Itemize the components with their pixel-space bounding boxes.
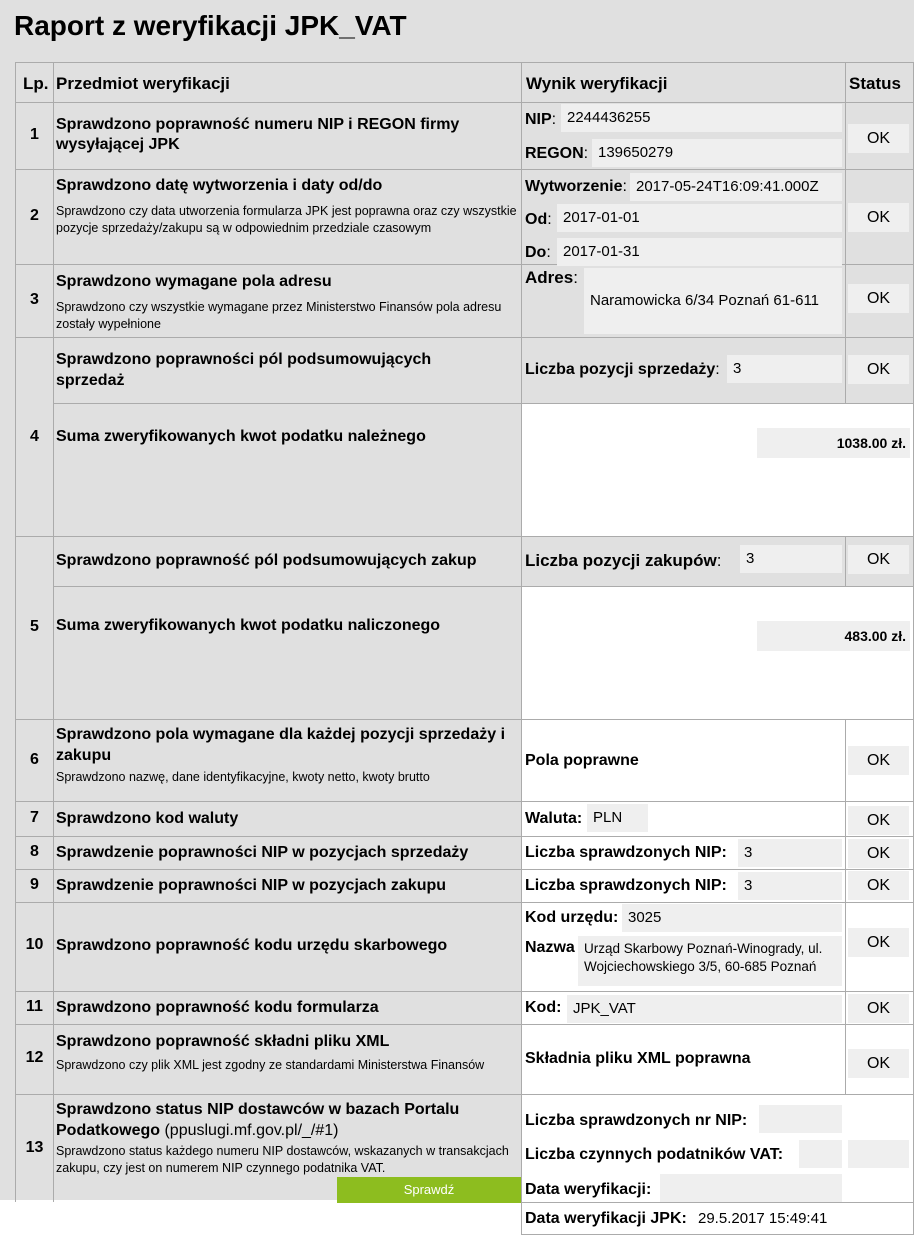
status-ok: OK	[848, 928, 909, 957]
sum-cell-purchases	[521, 586, 914, 719]
address-label: Adres:	[525, 268, 578, 287]
row-number: 10	[25, 936, 44, 953]
row-description: Sprawdzono nazwę, dane identyfikacyjne, kwoty netto, kwoty brutto	[56, 770, 430, 784]
sum-title: Suma zweryfikowanych kwot podatku należnego	[56, 428, 426, 445]
row-number: 7	[30, 809, 39, 826]
office-name-label: Nazwa	[525, 939, 575, 956]
row-title: Sprawdzono pola wymagane dla każdej pozycji sprzedaży i zakupu	[56, 726, 506, 764]
sum-value: 483.00 zł.	[757, 621, 910, 651]
checked-nip-field	[759, 1105, 842, 1133]
currency-field: PLN	[587, 804, 648, 832]
status-ok: OK	[848, 806, 909, 835]
from-field: 2017-01-01	[557, 204, 842, 232]
row-description: Sprawdzono czy wszystkie wymagane przez Ministerstwo Finansów pola adresu zostały wypełnione	[56, 300, 502, 331]
status-ok: OK	[848, 284, 909, 313]
row-number: 13	[25, 1139, 44, 1156]
jpk-date-label: Data weryfikacji JPK:	[525, 1210, 687, 1227]
header-lp: Lp.	[23, 74, 49, 93]
purchase-nip-field: 3	[738, 872, 842, 900]
nip-field: 2244436255	[561, 104, 842, 132]
row-title: Sprawdzono poprawność pól podsumowujących zakup	[56, 552, 477, 569]
from-label: Od:	[525, 211, 552, 228]
verification-date-field	[660, 1174, 842, 1202]
form-code-label: Kod:	[525, 999, 562, 1016]
row-title: Sprawdzono kod waluty	[56, 810, 239, 827]
row-number: 12	[25, 1049, 44, 1066]
active-vat-label: Liczba czynnych podatników VAT:	[525, 1146, 784, 1163]
row-title	[56, 1099, 496, 1141]
status-ok: OK	[848, 994, 909, 1023]
checked-nip-label: Liczba sprawdzonych nr NIP:	[525, 1112, 748, 1129]
status-ok: OK	[848, 203, 909, 232]
row-number: 9	[30, 876, 39, 893]
sales-nip-label: Liczba sprawdzonych NIP:	[525, 844, 727, 861]
status-ok: OK	[848, 545, 909, 574]
row-description: Sprawdzono czy data utworzenia formularza JPK jest poprawna oraz czy wszystkie pozycje sprzedaży/zakupu są w odpowiednim przedziale czasowym	[56, 204, 517, 235]
result-text: Składnia pliku XML poprawna	[525, 1050, 751, 1067]
to-field: 2017-01-31	[557, 238, 842, 266]
nip-label: NIP:	[525, 111, 557, 128]
status-ok: OK	[848, 1049, 909, 1078]
created-label: Wytworzenie:	[525, 178, 627, 195]
regon-field: 139650279	[592, 139, 842, 167]
row-number: 8	[30, 843, 39, 860]
row-title: Sprawdzono poprawność składni pliku XML	[56, 1033, 390, 1050]
row-number: 3	[30, 291, 39, 308]
row-number: 5	[30, 618, 39, 635]
portal-link[interactable]: (ppuslugi.mf.gov.pl/_/#1)	[164, 1122, 339, 1139]
address-field: Naramowicka 6/34 Poznań 61-611	[584, 268, 842, 334]
status-ok: OK	[848, 871, 909, 900]
form-code-field: JPK_VAT	[567, 995, 842, 1023]
row-number: 1	[30, 126, 39, 143]
sum-value: 1038.00 zł.	[757, 428, 910, 458]
active-vat-field	[799, 1140, 842, 1168]
created-field: 2017-05-24T16:09:41.000Z	[630, 173, 842, 201]
purchase-nip-label: Liczba sprawdzonych NIP:	[525, 877, 727, 894]
header-subject: Przedmiot weryfikacji	[56, 74, 230, 93]
row-title: Sprawdzono poprawności pól podsumowujących sprzedaż	[56, 351, 432, 389]
purchase-count-label: Liczba pozycji zakupów:	[525, 551, 722, 570]
row-number: 11	[26, 998, 43, 1015]
row-title: Sprawdzono poprawność kodu formularza	[56, 999, 379, 1016]
row-number: 2	[30, 207, 39, 224]
row-description: Sprawdzono status każdego numeru NIP dostawców, wskazanych w transakcjach zakupu, czy jest on numerem NIP czynnego podatnika VAT.	[56, 1144, 509, 1175]
result-text: Pola poprawne	[525, 752, 639, 769]
office-name-field: Urząd Skarbowy Poznań-Winogrady, ul. Wojciechowskiego 3/5, 60-685 Poznań	[578, 936, 842, 986]
active-vat-status	[848, 1140, 909, 1168]
sales-count-field: 3	[727, 355, 842, 383]
row-number: 4	[30, 428, 39, 445]
jpk-date-value: 29.5.2017 15:49:41	[698, 1210, 828, 1227]
page-title: Raport z weryfikacji JPK_VAT	[14, 10, 407, 41]
status-ok: OK	[848, 746, 909, 775]
row-title: Sprawdzenie poprawności NIP w pozycjach zakupu	[56, 877, 447, 894]
row-title: Sprawdzono poprawność numeru NIP i REGON firmy wysyłającej JPK	[56, 116, 460, 153]
sum-cell-sales	[521, 404, 914, 536]
office-code-label: Kod urzędu:	[525, 909, 619, 926]
row-title-text: Sprawdzono status NIP dostawców w bazach Portalu Podatkowego	[56, 1101, 460, 1139]
row-title: Sprawdzono poprawność kodu urzędu skarbowego	[56, 937, 448, 954]
office-code-field: 3025	[622, 904, 842, 932]
currency-label: Waluta:	[525, 810, 583, 827]
purchase-count-field: 3	[740, 545, 842, 573]
sales-count-label: Liczba pozycji sprzedaży:	[525, 361, 720, 378]
row-title: Sprawdzono datę wytworzenia i daty od/do	[56, 177, 383, 194]
status-ok: OK	[848, 839, 909, 868]
regon-label: REGON:	[525, 145, 589, 162]
header-result: Wynik weryfikacji	[526, 74, 668, 93]
to-label: Do:	[525, 244, 551, 261]
row-title: Sprawdzono wymagane pola adresu	[56, 273, 332, 290]
sales-nip-field: 3	[738, 839, 842, 867]
status-ok: OK	[848, 124, 909, 153]
row-title: Sprawdzenie poprawności NIP w pozycjach sprzedaży	[56, 844, 469, 861]
check-button[interactable]: Sprawdź	[337, 1177, 521, 1203]
status-ok: OK	[848, 355, 909, 384]
header-status: Status	[849, 74, 901, 93]
sum-title: Suma zweryfikowanych kwot podatku naliczonego	[56, 617, 441, 634]
row-number: 6	[30, 751, 39, 768]
verification-date-label: Data weryfikacji:	[525, 1181, 652, 1198]
row-description: Sprawdzono czy plik XML jest zgodny ze standardami Ministerstwa Finansów	[56, 1058, 485, 1072]
